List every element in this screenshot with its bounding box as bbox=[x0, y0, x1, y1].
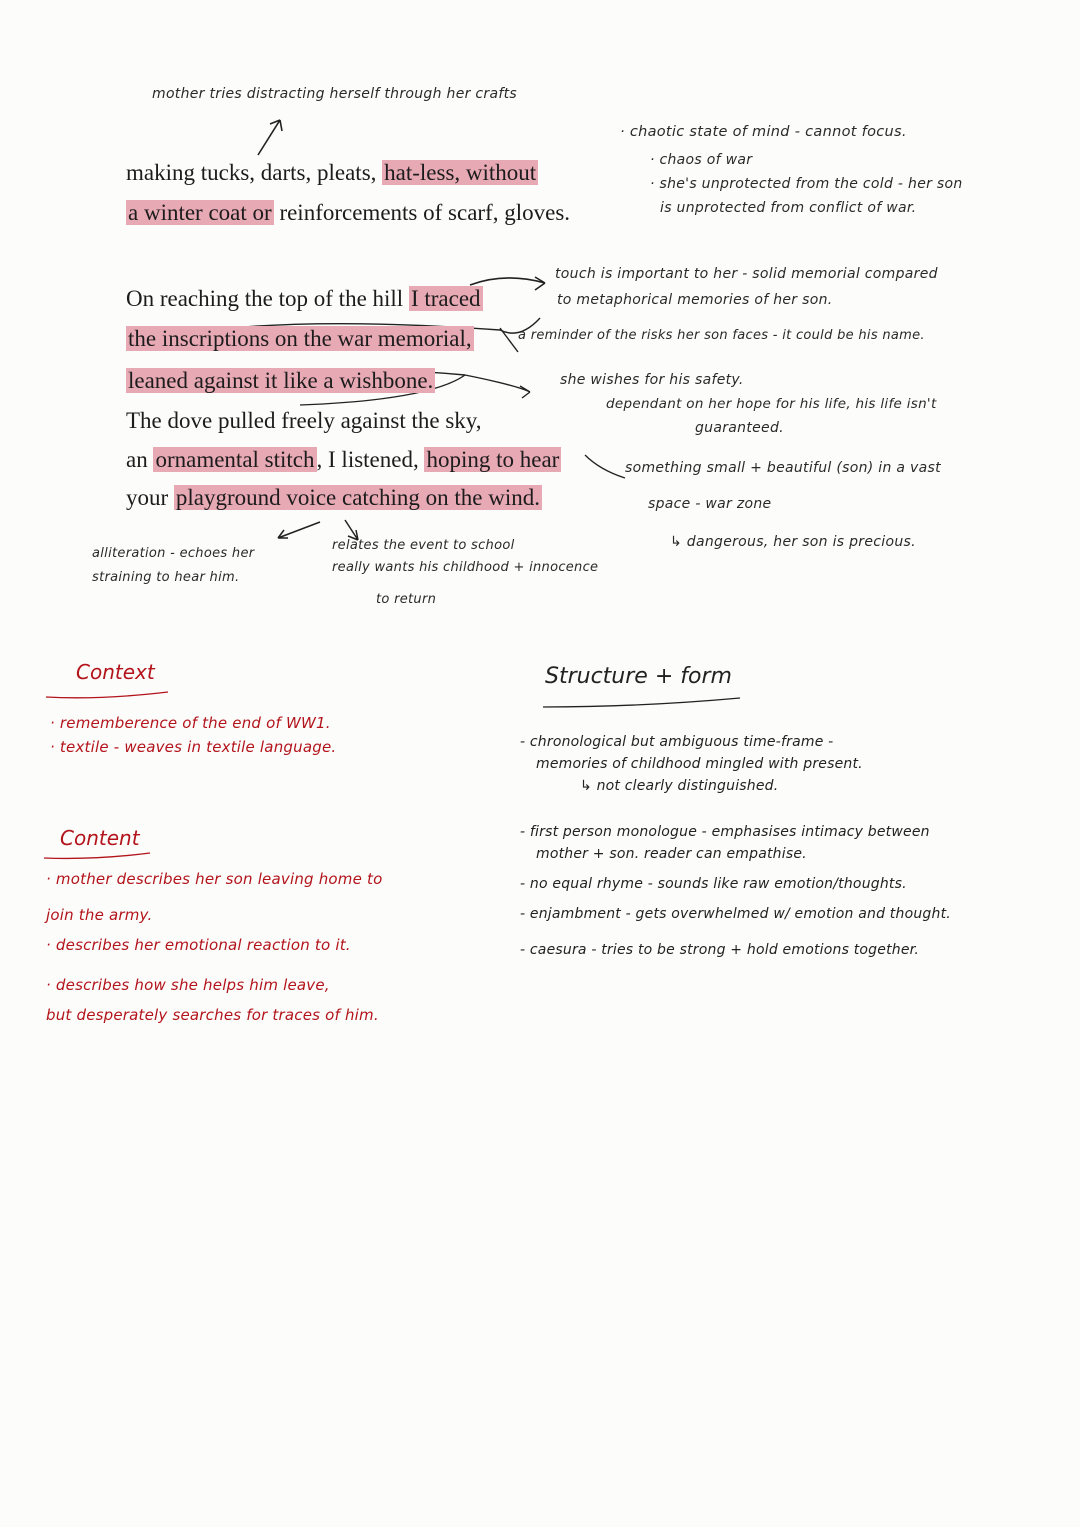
content-heading: Content bbox=[60, 826, 140, 850]
below-note: really wants his childhood + innocence bbox=[332, 560, 599, 575]
below-note: alliteration - echoes her bbox=[92, 546, 255, 561]
side-note: she wishes for his safety. bbox=[560, 372, 744, 388]
poem-line: making tucks, darts, pleats, hat-less, without bbox=[126, 160, 537, 185]
structure-line: - enjambment - gets overwhelmed w/ emotion and thought. bbox=[520, 906, 951, 922]
content-line: · describes how she helps him leave, bbox=[46, 976, 330, 994]
side-note: guaranteed. bbox=[695, 420, 784, 436]
structure-line: - no equal rhyme - sounds like raw emotion/thoughts. bbox=[520, 876, 907, 892]
context-item: · textile - weaves in textile language. bbox=[50, 738, 337, 756]
side-note: dependant on her hope for his life, his life isn't bbox=[606, 396, 937, 412]
poem-line: On reaching the top of the hill I traced bbox=[126, 286, 481, 311]
poem-line: The dove pulled freely against the sky, bbox=[126, 408, 482, 433]
structure-line: ↳ not clearly distinguished. bbox=[580, 778, 779, 794]
poem-line: your playground voice catching on the wind. bbox=[126, 485, 540, 510]
side-note: touch is important to her - solid memorial compared bbox=[555, 266, 938, 282]
poem-line: an ornamental stitch, I listened, hoping to hear bbox=[126, 447, 560, 472]
structure-line: memories of childhood mingled with present. bbox=[536, 756, 863, 772]
side-note: a reminder of the risks her son faces - it could be his name. bbox=[518, 328, 925, 343]
content-line: · describes her emotional reaction to it. bbox=[46, 936, 351, 954]
structure-heading: Structure + form bbox=[545, 664, 732, 689]
side-note: something small + beautiful (son) in a vast bbox=[625, 460, 941, 476]
side-note: is unprotected from conflict of war. bbox=[660, 200, 917, 216]
below-note: relates the event to school bbox=[332, 538, 515, 553]
content-line: · mother describes her son leaving home to bbox=[46, 870, 383, 888]
below-note: ↳ dangerous, her son is precious. bbox=[670, 534, 916, 550]
poem-line: the inscriptions on the war memorial, bbox=[128, 326, 472, 351]
context-item: · rememberence of the end of WW1. bbox=[50, 714, 331, 732]
structure-line: mother + son. reader can empathise. bbox=[536, 846, 807, 862]
below-note: straining to hear him. bbox=[92, 570, 240, 585]
content-line: but desperately searches for traces of him. bbox=[46, 1006, 379, 1024]
side-note: to metaphorical memories of her son. bbox=[557, 292, 833, 308]
top-annotation: mother tries distracting herself through her crafts bbox=[152, 86, 517, 102]
side-note: · chaotic state of mind - cannot focus. bbox=[620, 124, 907, 140]
structure-line: - chronological but ambiguous time-frame - bbox=[520, 734, 834, 750]
side-note: · chaos of war bbox=[650, 152, 753, 168]
side-note: · she's unprotected from the cold - her son bbox=[650, 176, 963, 192]
below-note: to return bbox=[376, 592, 437, 607]
poem-line: leaned against it like a wishbone. bbox=[128, 368, 434, 393]
poem-line: a winter coat or reinforcements of scarf, gloves. bbox=[128, 200, 571, 225]
structure-line: - first person monologue - emphasises intimacy between bbox=[520, 824, 930, 840]
content-line: join the army. bbox=[46, 906, 153, 924]
context-heading: Context bbox=[76, 660, 155, 684]
side-note: space - war zone bbox=[648, 496, 772, 512]
structure-line: - caesura - tries to be strong + hold emotions together. bbox=[520, 942, 919, 958]
